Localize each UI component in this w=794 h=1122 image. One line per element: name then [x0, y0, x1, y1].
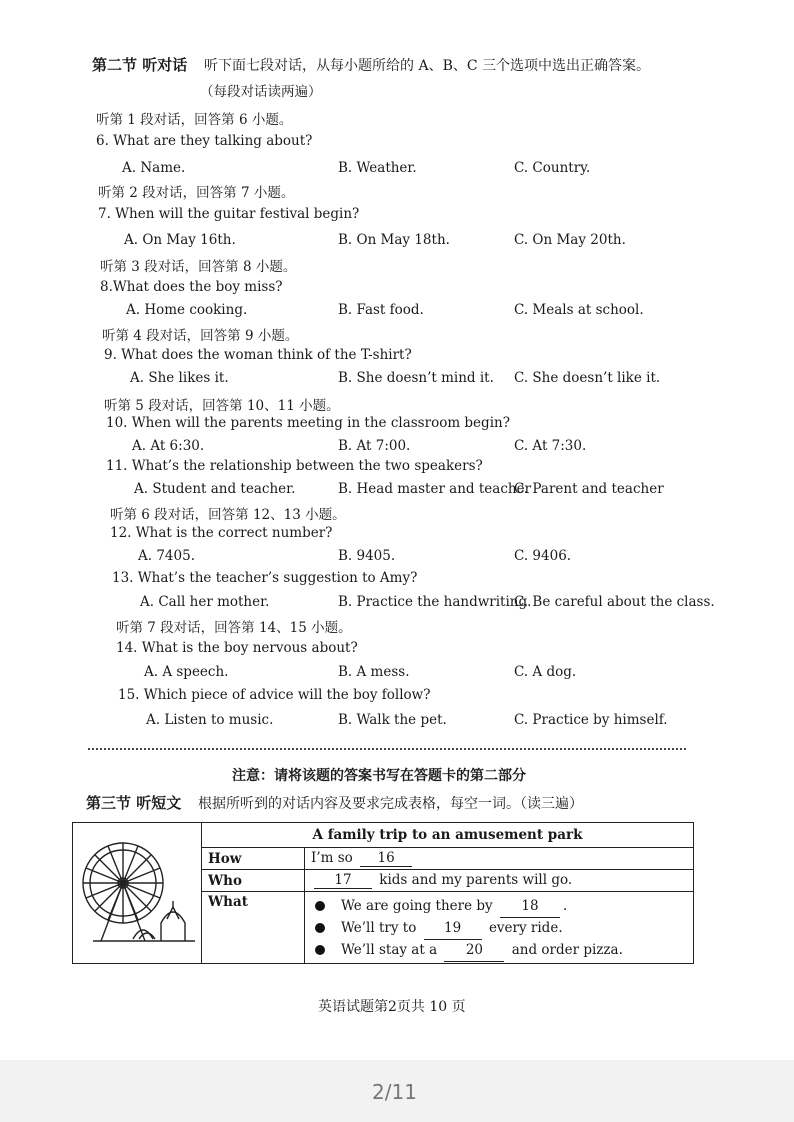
dialogue-intro: 听第 7 段对话，回答第 14、15 小题。 [116, 620, 352, 636]
dotted-divider [88, 748, 686, 750]
option-b: B. Walk the pet. [338, 712, 447, 728]
question-text: 13. What’s the teacher’s suggestion to Amy? [112, 570, 418, 586]
what1-end: . [562, 897, 568, 914]
option-b: B. Weather. [338, 160, 417, 176]
option-a: A. On May 16th. [124, 232, 236, 248]
option-a: A. Call her mother. [140, 594, 270, 610]
section3-instruction: 根据所听到的对话内容及要求完成表格，每空一词。（读三遍） [198, 796, 584, 812]
page-footer: 英语试题第2页共 10 页 [318, 999, 466, 1015]
question-text: 6. What are they talking about? [96, 133, 313, 149]
option-a: A. She likes it. [130, 370, 229, 386]
option-a: A. Home cooking. [126, 302, 248, 318]
what2-end: every ride. [488, 919, 563, 936]
who-cell [305, 870, 694, 892]
blank-20: 20 [444, 939, 504, 962]
dialogue-intro: 听第 6 段对话，回答第 12、13 小题。 [110, 507, 346, 523]
question-text: 7. When will the guitar festival begin? [98, 206, 360, 222]
option-c: C. A dog. [514, 664, 577, 680]
section3-title: 第三节 听短文 [86, 794, 182, 812]
dialogue-intro: 听第 3 段对话，回答第 8 小题。 [100, 259, 297, 275]
option-c: C. On May 20th. [514, 232, 626, 248]
bullet-icon [315, 923, 325, 933]
what-line-3 [315, 939, 687, 961]
option-c: C. Country. [514, 160, 591, 176]
bullet-icon [315, 945, 325, 955]
question-text: 12. What is the correct number? [110, 525, 333, 541]
what-label: What [202, 892, 305, 964]
dialogue-intro: 听第 1 段对话，回答第 6 小题。 [96, 112, 293, 128]
what3-end: and order pizza. [511, 941, 623, 958]
option-b: B. A mess. [338, 664, 410, 680]
section3-title-line [86, 792, 583, 813]
question-text: 10. When will the parents meeting in the classroom begin? [106, 415, 510, 431]
what2-text: We’ll try to [341, 919, 417, 936]
blank-19: 19 [424, 917, 482, 940]
option-a: A. A speech. [144, 664, 229, 680]
question-text: 9. What does the woman think of the T-shirt? [104, 347, 412, 363]
ferris-wheel-icon [73, 823, 201, 959]
what-cell [305, 892, 694, 964]
option-b: B. At 7:00. [338, 438, 411, 454]
section2-note: （每段对话读两遍） [200, 84, 322, 100]
option-a: A. Listen to music. [146, 712, 274, 728]
how-label: How [202, 848, 305, 870]
how-text: I’m so [311, 850, 353, 866]
option-c: C. At 7:30. [514, 438, 587, 454]
who-label: Who [202, 870, 305, 892]
notice-text: 注意：请将该题的答案书写在答题卡的第二部分 [232, 768, 526, 784]
how-cell [305, 848, 694, 870]
blank-18: 18 [500, 895, 560, 918]
section2-title: 第二节 听对话 [92, 56, 188, 74]
page-indicator: 2/11 [372, 1080, 417, 1104]
option-c: C. 9406. [514, 548, 572, 564]
question-text: 11. What’s the relationship between the two speakers? [106, 458, 483, 474]
option-b: B. Fast food. [338, 302, 424, 318]
section2-title-line [92, 54, 650, 75]
option-b: B. Practice the handwriting. [338, 594, 532, 610]
option-a: A. Student and teacher. [134, 481, 296, 497]
option-c: C. She doesn’t like it. [514, 370, 661, 386]
what3-text: We’ll stay at a [341, 941, 438, 958]
what1-text: We are going there by [341, 897, 493, 914]
option-b: B. Head master and teacher [338, 481, 532, 497]
blank-17: 17 [314, 872, 372, 889]
bullet-icon [315, 901, 325, 911]
option-c: C. Practice by himself. [514, 712, 668, 728]
dialogue-intro: 听第 5 段对话，回答第 10、11 小题。 [104, 398, 340, 414]
option-a: A. At 6:30. [132, 438, 205, 454]
dialogue-intro: 听第 4 段对话，回答第 9 小题。 [102, 328, 299, 344]
what-line-1 [315, 895, 687, 917]
option-a: A. 7405. [138, 548, 195, 564]
ferris-wheel-picture [73, 823, 202, 964]
question-text: 8.What does the boy miss? [100, 279, 283, 295]
table-title: A family trip to an amusement park [202, 823, 694, 848]
option-b: B. 9405. [338, 548, 396, 564]
section2-instruction: 听下面七段对话，从每小题所给的 A、B、C 三个选项中选出正确答案。 [204, 58, 651, 74]
option-c: C. Parent and teacher [514, 481, 664, 497]
option-b: B. She doesn’t mind it. [338, 370, 494, 386]
dialogue-intro: 听第 2 段对话，回答第 7 小题。 [98, 185, 295, 201]
option-c: C. Meals at school. [514, 302, 644, 318]
option-b: B. On May 18th. [338, 232, 450, 248]
who-text: kids and my parents will go. [379, 872, 573, 888]
blank-16: 16 [360, 850, 412, 867]
trip-table [72, 822, 694, 964]
question-text: 15. Which piece of advice will the boy follow? [118, 687, 431, 703]
question-text: 14. What is the boy nervous about? [116, 640, 358, 656]
what-line-2 [315, 917, 687, 939]
option-c: C. Be careful about the class. [514, 594, 715, 610]
option-a: A. Name. [122, 160, 186, 176]
